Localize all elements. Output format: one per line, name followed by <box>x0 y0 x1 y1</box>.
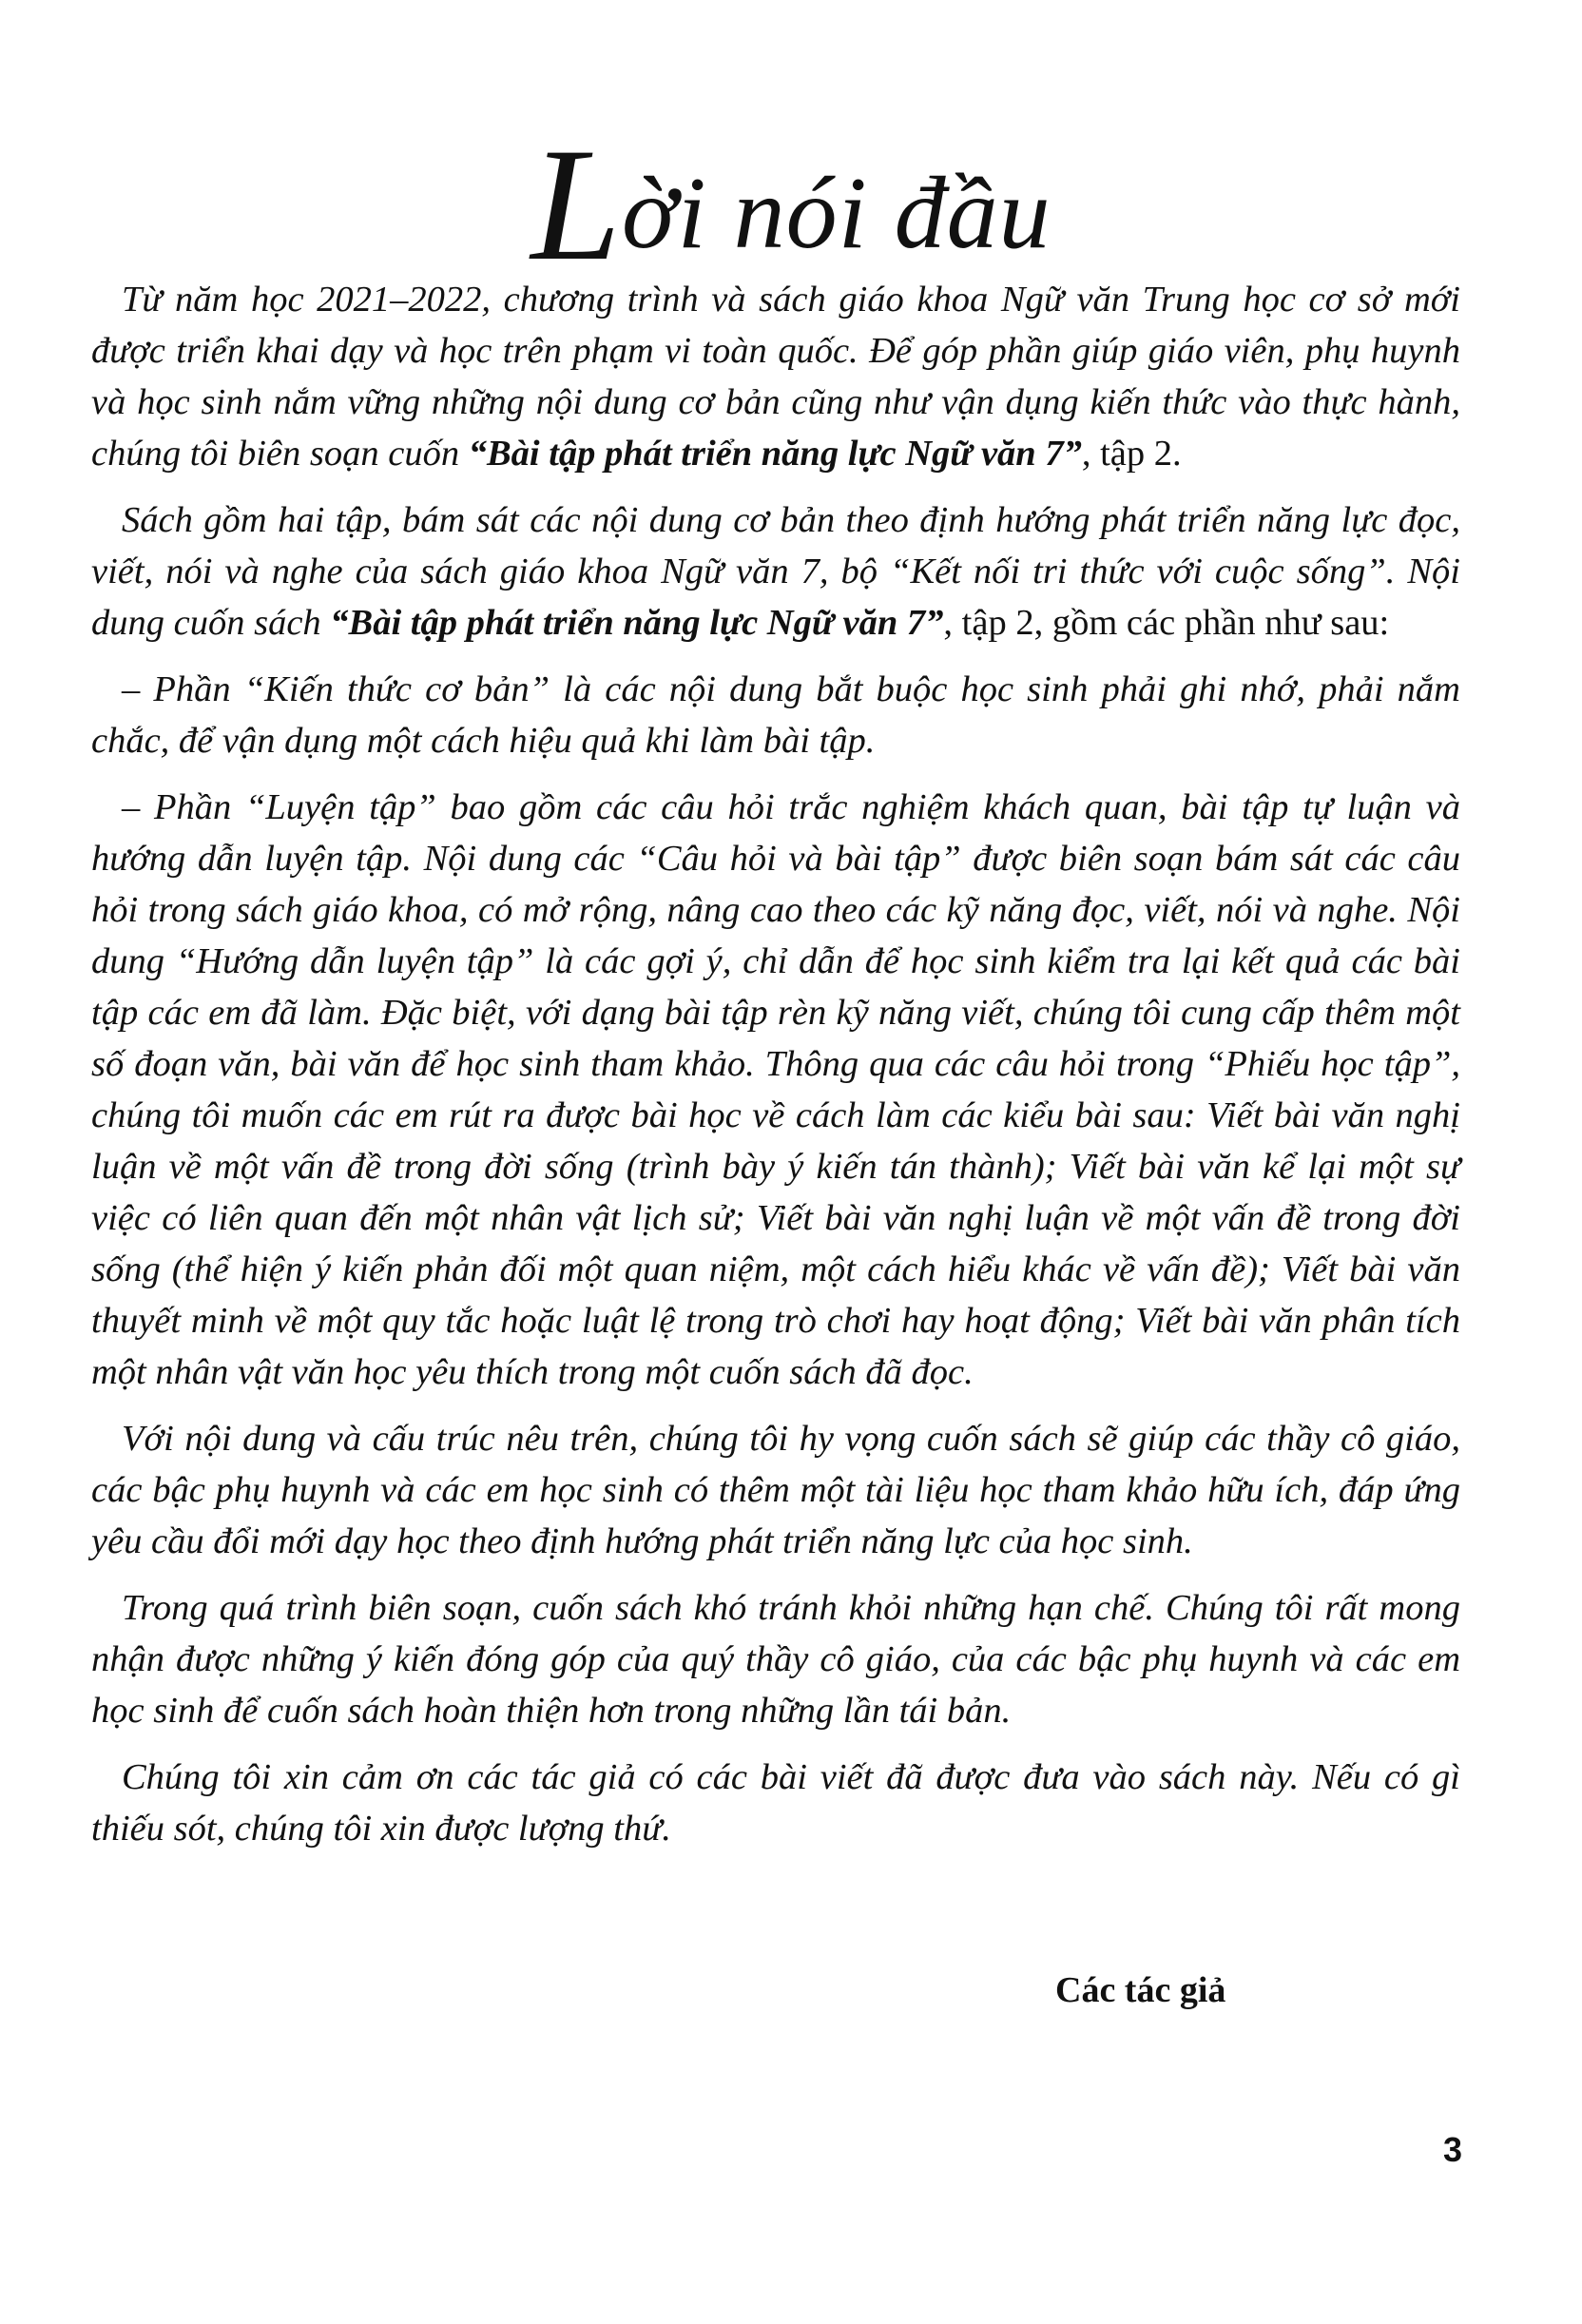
paragraph-7: Chúng tôi xin cảm ơn các tác giả có các bài viết đã được đưa vào sách này. Nếu có gì thiếu sót, chúng tôi xin được lượng thứ. <box>91 1757 1460 1849</box>
paragraph-3: – Phần “Kiến thức cơ bản” là các nội dung bắt buộc học sinh phải ghi nhớ, phải nắm chắc, để vận dụng một cách hiệu quả khi làm bài tập. <box>91 669 1460 761</box>
book-title-reference: “Bài tập phát triển năng lực Ngữ văn 7” <box>330 603 944 643</box>
page-title <box>0 115 1582 294</box>
paragraph-1 <box>91 274 1460 479</box>
paragraph-5: Với nội dung và cấu trúc nêu trên, chúng tôi hy vọng cuốn sách sẽ giúp các thầy cô giáo, các bậc phụ huynh và các em học sinh có thêm một tài liệu học tham khảo hữu ích, đáp ứng yêu cầu đổi mới dạy học theo định hướng phát triển năng lực của học sinh. <box>91 1419 1460 1561</box>
paragraph-2 <box>91 494 1460 649</box>
paragraph-6: Trong quá trình biên soạn, cuốn sách khó tránh khỏi những hạn chế. Chúng tôi rất mong nhận được những ý kiến đóng góp của quý thầy cô giáo, của các bậc phụ huynh và các em học sinh để cuốn sách hoàn thiện hơn trong những lần tái bản. <box>91 1588 1460 1731</box>
page-number: 3 <box>1443 2130 1463 2169</box>
paragraph-1-text-c: , tập 2. <box>1081 434 1182 474</box>
paragraph-4: – Phần “Luyện tập” bao gồm các câu hỏi trắc nghiệm khách quan, bài tập tự luận và hướng dẫn luyện tập. Nội dung các “Câu hỏi và bài tập” được biên soạn bám sát các câu hỏi trong sách giáo khoa, có mở rộng, nâng cao theo các kỹ năng đọc, viết, nói và nghe. Nội dung “Hướng dẫn luyện tập” là các gợi ý, chỉ dẫn để học sinh kiểm tra lại kết quả các bài tập các em đã làm. Đặc biệt, với dạng bài tập rèn kỹ năng viết, chúng tôi cung cấp thêm một số đoạn văn, bài văn để học sinh tham khảo. Thông qua các câu hỏi trong “Phiếu học tập”, chúng tôi muốn các em rút ra được bài học về cách làm các kiểu bài sau: Viết bài văn nghị luận về một vấn đề trong đời sống (trình bày ý kiến tán thành); Viết bài văn kể lại một sự việc có liên quan đến một nhân vật lịch sử; Viết bài văn nghị luận về một vấn đề trong đời sống (thể hiện ý kiến phản đối một quan niệm, một cách hiểu khác về vấn đề); Viết bài văn thuyết minh về một quy tắc hoặc luật lệ trong trò chơi hay hoạt động; Viết bài văn phân tích một nhân vật văn học yêu thích trong một cuốn sách đã đọc. <box>91 787 1460 1392</box>
title-initial: L <box>531 115 622 294</box>
book-title-reference: “Bài tập phát triển năng lực Ngữ văn 7” <box>468 434 1082 474</box>
paragraph-1-text-a: Từ năm học 2021–2022, chương trình và sách giáo khoa Ngữ văn Trung học cơ sở mới được triển khai dạy và học trên phạm vi toàn quốc. Để góp phần giúp giáo viên, phụ huynh và học sinh nắm vững những nội dung cơ bản cũng như vận dụng kiến thức vào thực hành, chúng tôi biên soạn cuốn <box>91 280 1460 474</box>
signature: Các tác giả <box>1055 1970 1226 2010</box>
preface-body <box>91 274 1460 1869</box>
paragraph-2-text-c: , tập 2, gồm các phần như sau: <box>943 603 1390 643</box>
title-rest: ời nói đầu <box>621 157 1051 270</box>
paragraph-2-text-a: Sách gồm hai tập, bám sát các nội dung cơ bản theo định hướng phát triển năng lực đọc, viết, nói và nghe của sách giáo khoa Ngữ văn 7, bộ “Kết nối tri thức với cuộc sống”. Nội dung cuốn sách <box>91 500 1460 643</box>
